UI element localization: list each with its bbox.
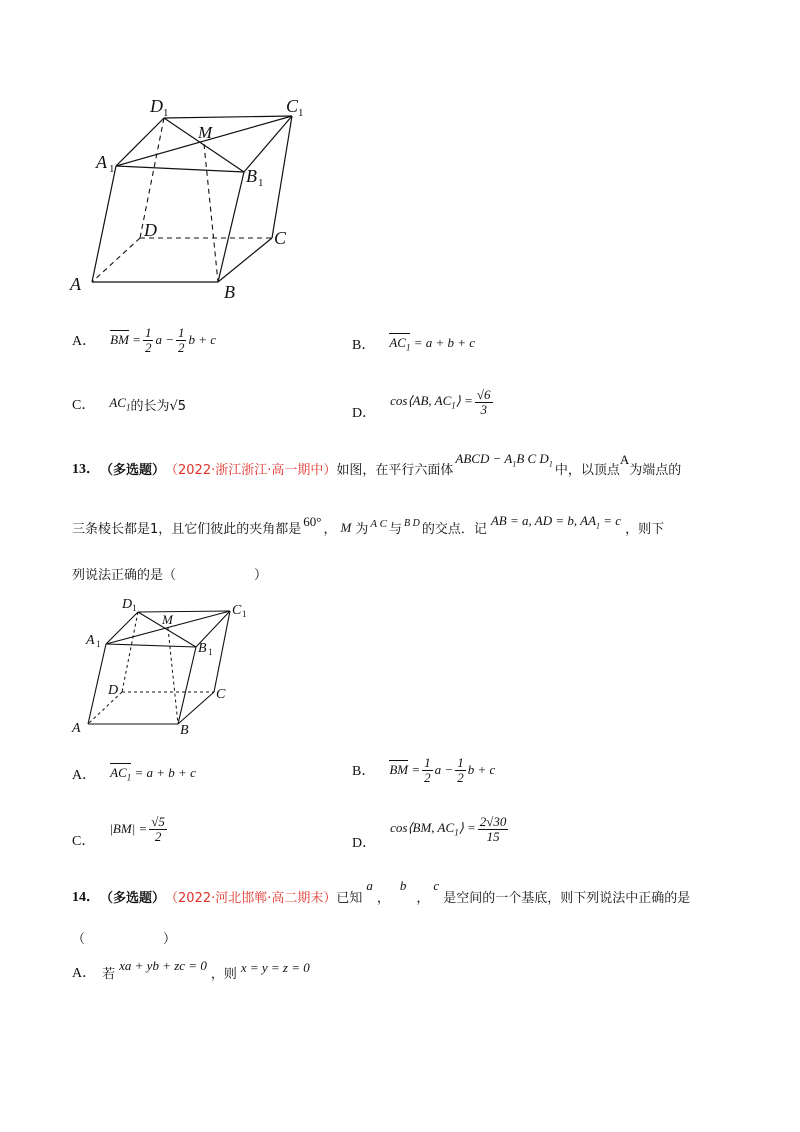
fig2-label-C: C — [216, 687, 226, 702]
question-number: 13． — [72, 462, 100, 477]
fig2-label-M: M — [162, 612, 173, 627]
fig2-label-C1: C — [232, 603, 242, 618]
q13-line-3: 列说法正确的是（ ） — [72, 568, 268, 583]
parallelepiped-figure-2 — [70, 594, 260, 744]
label-B1: B — [246, 166, 257, 186]
question-type: （多选题） — [100, 890, 166, 906]
svg-text:1: 1 — [242, 609, 247, 619]
label-A: A — [70, 274, 81, 294]
label-D: D — [144, 220, 157, 240]
q13-line-2: 三条棱长都是1，且它们彼此的夹角都是 60° ， M 为 A C 与 B D 的交点．记 AB = a, AD = b, $AA_1 = c$ ，则下 — [72, 512, 665, 537]
q13-line-1: 13． （多选题） （2022·浙江浙江·高一期中） 如图，在平行六面体 ABCD − $A_1B$ C $D_1$ 中，以顶点 A 为端点的 — [72, 451, 682, 478]
label-C1-sub: 1 — [298, 107, 304, 119]
question-number: 14． — [72, 890, 100, 905]
label-C1: C — [286, 96, 299, 116]
q13-option-c[interactable]: C． |BM| = $\frac{√5}{2}$ — [72, 813, 165, 849]
q14-option-a[interactable]: A． 若 xa + yb + zc = 0 ，则 x = y = z = 0 — [72, 958, 310, 982]
q14-line-2: （ ） — [72, 932, 177, 947]
q12-option-b[interactable]: B． $AC_1 = a + b + c$ — [352, 335, 476, 353]
fig2-label-B: B — [180, 723, 189, 738]
q13-option-d[interactable]: D． cos⟨BM, $AC_1⟩$ = $\frac{2√30}{15}$ — [352, 813, 507, 851]
parallelepiped-figure-1 — [68, 92, 304, 302]
svg-text:1: 1 — [208, 647, 213, 657]
option-letter: A． — [72, 334, 97, 350]
fig2-label-D: D — [108, 683, 119, 698]
label-D1-sub: 1 — [163, 107, 169, 119]
label-A1: A — [96, 152, 107, 172]
label-C: C — [274, 228, 287, 248]
option-expr: BM = — [110, 332, 141, 348]
fig2-label-B1: B — [198, 641, 207, 656]
label-D1: D — [150, 96, 163, 116]
fig2-label-A: A — [72, 721, 81, 736]
q14-line-1: 14． （多选题） （2022·河北邯郸·高二期末） 已知 a ， b ， c 是空间的一个基底，则下列说法中正确的是 — [72, 878, 691, 906]
q13-option-b[interactable]: B． BM = $\frac{1}{2}$ a − $\frac{1}{2}$ b + c — [352, 755, 496, 785]
label-B1-sub: 1 — [258, 177, 264, 189]
question-type: （多选题） — [100, 462, 166, 478]
question-source: （2022·浙江浙江·高一期中） — [165, 462, 337, 478]
label-A1-sub: 1 — [109, 163, 115, 175]
svg-text:1: 1 — [96, 639, 101, 649]
label-B: B — [224, 282, 235, 302]
question-source: （2022·河北邯郸·高二期末） — [165, 890, 337, 906]
fig2-label-D1: D — [122, 597, 133, 612]
label-M: M — [198, 123, 213, 142]
q12-option-d[interactable]: D． cos⟨AB, $AC_1⟩$ = $\frac{√6}{3}$ — [352, 386, 491, 421]
fig2-label-A1: A — [86, 633, 95, 648]
q12-option-a[interactable]: A． BM = $\frac{1}{2}$ a − $\frac{1}{2}$ b + c — [72, 325, 217, 355]
q12-option-c[interactable]: C． $AC_1$ 的长为√5 — [72, 395, 187, 414]
svg-text:1: 1 — [132, 603, 137, 613]
q13-option-a[interactable]: A． $AC_1 = a + b + c$ — [72, 765, 196, 783]
